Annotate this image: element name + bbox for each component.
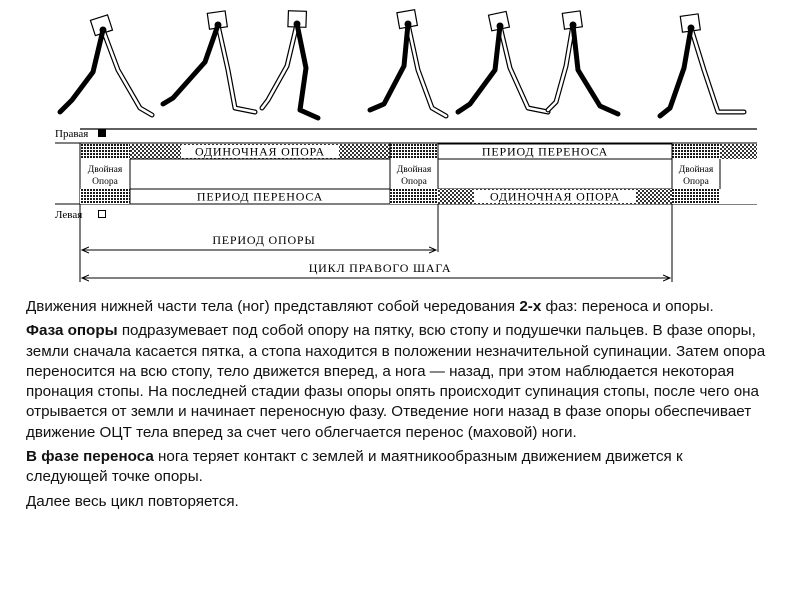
- svg-text:Опора: Опора: [683, 177, 709, 187]
- double-support-label-2: [397, 164, 432, 187]
- left-leg-empty-square-icon: [99, 211, 106, 218]
- right-leg-filled-square-icon: [98, 129, 106, 137]
- svg-text:Двойная: Двойная: [678, 165, 714, 175]
- gait-description: [26, 297, 766, 516]
- walking-figure-1: [60, 15, 152, 115]
- right-double-support-bar: [80, 144, 130, 159]
- svg-text:Двойная: Двойная: [396, 165, 432, 175]
- swing-phase-paragraph: В фазе переноса нога теряет контакт с землей и маятникообразным движением движется к следующей точке опоры.: [26, 448, 683, 486]
- left-double-support-bar-2: [390, 189, 438, 204]
- stance-phase-paragraph: Фаза опоры подразумевает под собой опору на пятку, всю стопу и подушечки пальцев. В фазе опоры, земли сначала касается пятка, а стопа находится в положении незначительной супинации. Затем опора переносится на всю стопу, тело движется вперед, а нога — назад, при этом наблюдается некоторая пронация стопы. На последней стадии фазы опоры опять происходит супинация стопы, после чего она отрывается от земли и начинает переносную фазу. Отведение ноги назад в фазе опоры обеспечивает движение ОЦТ тела вперед за счет чего облегчается перенос (маховой) ноги.: [26, 322, 766, 441]
- swing-phase-title: В фазе переноса: [26, 448, 154, 466]
- walking-figure-7: [660, 14, 744, 116]
- gait-cycle-diagram: [0, 0, 800, 290]
- left-single-support-label: ОДИНОЧНАЯ ОПОРА: [490, 189, 620, 204]
- walking-figure-4: [370, 10, 446, 116]
- svg-text:Двойная: Двойная: [87, 165, 123, 175]
- double-support-label-3: [679, 164, 714, 187]
- left-swing-period-label: ПЕРИОД ПЕРЕНОСА: [196, 189, 324, 204]
- right-leg-label: Правая: [55, 128, 89, 140]
- double-support-label-1: [88, 164, 123, 187]
- outro-paragraph: Далее весь цикл повторяется.: [26, 492, 239, 510]
- walking-figure-2: [163, 11, 255, 112]
- stance-phase-title: Фаза опоры: [26, 322, 118, 340]
- svg-text:Опора: Опора: [92, 177, 118, 187]
- left-double-support-bar: [80, 189, 130, 204]
- svg-text:Опора: Опора: [401, 177, 427, 187]
- right-double-support-bar-2: [390, 144, 438, 159]
- stance-period-label: ПЕРИОД ОПОРЫ: [212, 233, 316, 247]
- left-double-support-bar-3: [672, 189, 720, 204]
- left-leg-label: Левая: [55, 209, 83, 221]
- right-single-support-label: ОДИНОЧНАЯ ОПОРА: [195, 144, 325, 159]
- right-swing-period-label: ПЕРИОД ПЕРЕНОСА: [481, 144, 609, 159]
- walking-figure-5: [458, 11, 548, 112]
- right-double-support-bar-3: [672, 144, 720, 159]
- walking-figures: [60, 10, 744, 118]
- walking-figure-6: [548, 11, 618, 114]
- gait-cycle-label: ЦИКЛ ПРАВОГО ШАГА: [308, 261, 452, 275]
- intro-paragraph: Движения нижней части тела (ног) представляют собой чередования 2-х фаз: переноса и опоры.: [26, 298, 714, 315]
- walking-figure-3: [262, 11, 318, 118]
